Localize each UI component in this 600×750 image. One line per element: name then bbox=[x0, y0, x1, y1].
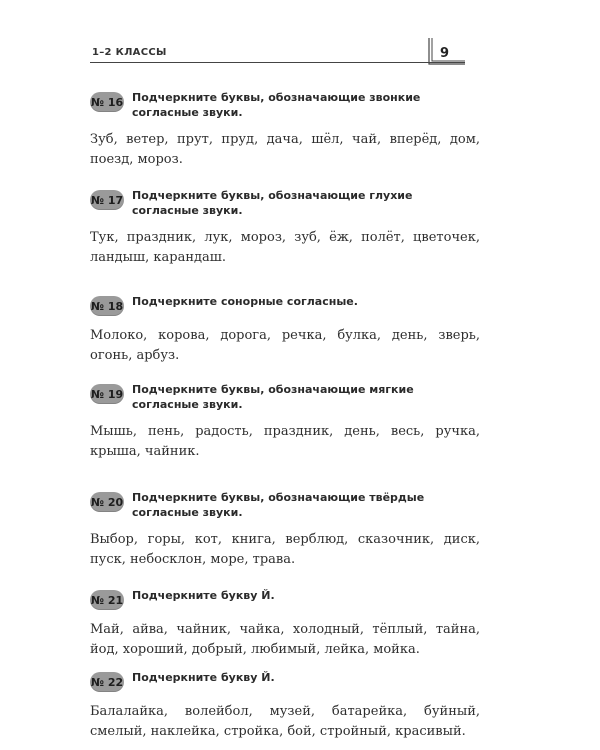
task-words: Балалайка, волейбол, музей, батарейка, буйный, смелый, наклейка, стройка, бой, стройный, красивый. bbox=[90, 704, 480, 739]
task-22 bbox=[90, 670, 480, 750]
task-18 bbox=[90, 294, 480, 382]
header-rule bbox=[90, 62, 465, 63]
grade-label: 1–2 КЛАССЫ bbox=[92, 47, 167, 58]
task-17 bbox=[90, 188, 480, 294]
task-list bbox=[90, 90, 480, 750]
task-number-badge: № 17 bbox=[90, 190, 124, 210]
task-instruction: Подчеркните сонорные согласные. bbox=[132, 295, 358, 308]
task-instruction: Подчеркните букву Й. bbox=[132, 589, 275, 602]
task-words: Мышь, пень, радость, праздник, день, весь, ручка, крыша, чайник. bbox=[90, 424, 480, 459]
task-20 bbox=[90, 490, 480, 588]
task-16 bbox=[90, 90, 480, 188]
task-instruction: Подчеркните букву Й. bbox=[132, 671, 275, 684]
task-words: Зуб, ветер, прут, пруд, дача, шёл, чай, вперёд, дом, поезд, мороз. bbox=[90, 132, 480, 167]
page-header bbox=[0, 0, 600, 80]
task-number-badge: № 18 bbox=[90, 296, 124, 316]
page-corner-frame bbox=[427, 38, 477, 68]
task-number-badge: № 20 bbox=[90, 492, 124, 512]
task-number-badge: № 16 bbox=[90, 92, 124, 112]
task-words: Май, айва, чайник, чайка, холодный, тёплый, тайна, йод, хороший, добрый, любимый, лейка, мойка. bbox=[90, 622, 480, 657]
task-words: Тук, праздник, лук, мороз, зуб, ёж, полёт, цветочек, ландыш, карандаш. bbox=[90, 230, 480, 265]
task-instruction: Подчеркните буквы, обозначающие мягкие согласные звуки. bbox=[132, 383, 414, 411]
task-instruction: Подчеркните буквы, обозначающие глухие согласные звуки. bbox=[132, 189, 413, 217]
task-19 bbox=[90, 382, 480, 490]
task-instruction: Подчеркните буквы, обозначающие звонкие согласные звуки. bbox=[132, 91, 421, 119]
task-instruction: Подчеркните буквы, обозначающие твёрдые согласные звуки. bbox=[132, 491, 425, 519]
task-21 bbox=[90, 588, 480, 670]
task-words: Молоко, корова, дорога, речка, булка, день, зверь, огонь, арбуз. bbox=[90, 328, 480, 363]
task-words: Выбор, горы, кот, книга, верблюд, сказочник, диск, пуск, небосклон, море, трава. bbox=[90, 532, 480, 567]
task-number-badge: № 21 bbox=[90, 590, 124, 610]
task-number-badge: № 22 bbox=[90, 672, 124, 692]
page-number: 9 bbox=[440, 46, 450, 61]
task-number-badge: № 19 bbox=[90, 384, 124, 404]
